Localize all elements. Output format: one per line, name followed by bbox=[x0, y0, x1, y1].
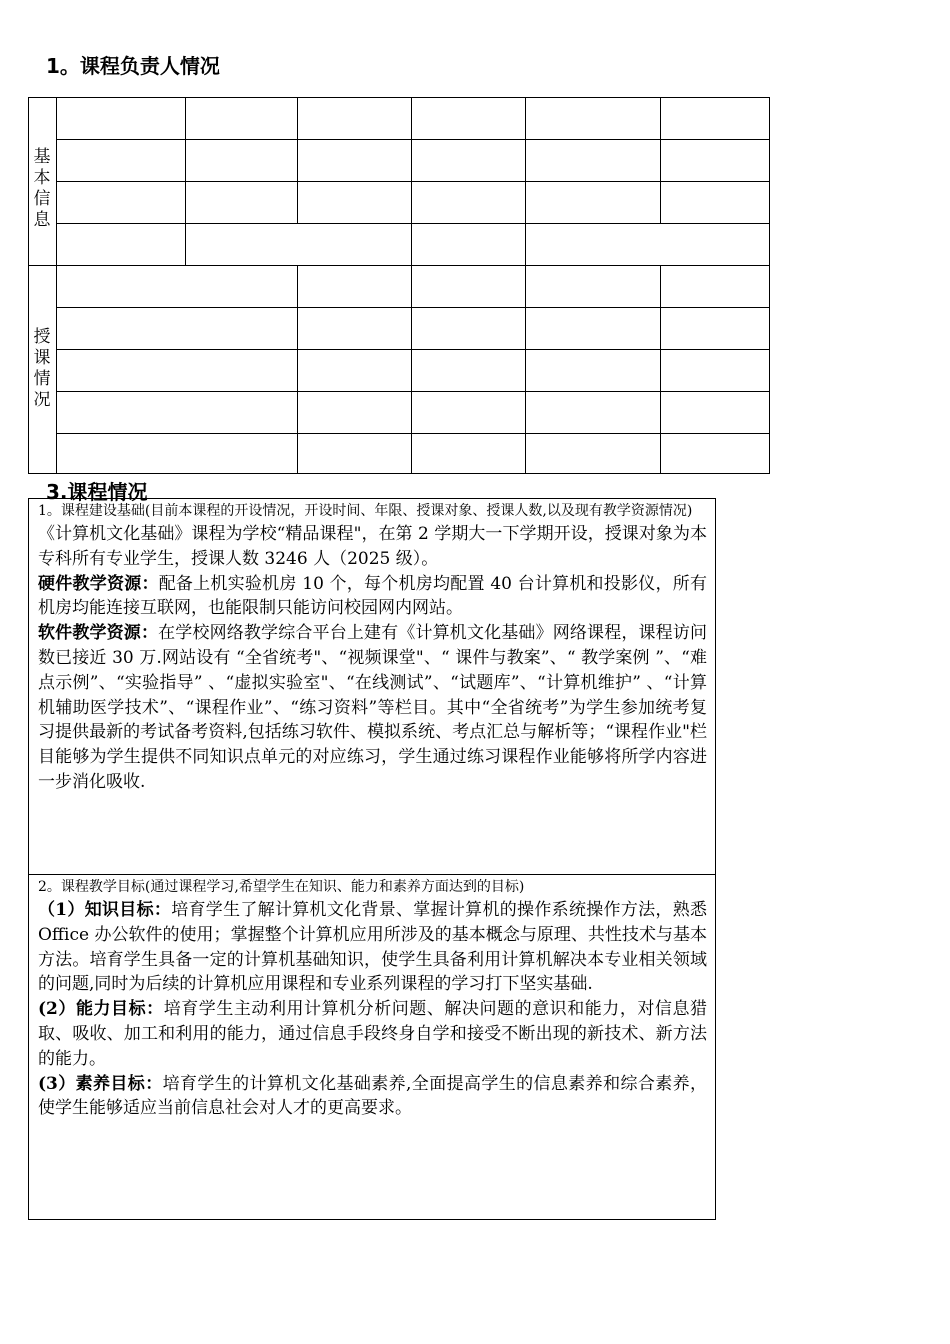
course-status-box bbox=[28, 498, 716, 1220]
literacy-text: 培育学生的计算机文化基础素养,全面提高学生的信息素养和综合素养，使学生能够适应当前信息社会对人才的更高要求。 bbox=[38, 1073, 708, 1119]
label-char: 况 bbox=[33, 390, 51, 410]
basic-info-label bbox=[28, 147, 56, 231]
literacy-paragraph bbox=[38, 1072, 707, 1122]
section-title-course-leader: 1。课程负责人情况 bbox=[46, 54, 220, 78]
course-basis-section bbox=[38, 501, 707, 795]
course-leader-table bbox=[28, 97, 770, 474]
literacy-label: (3）素养目标： bbox=[38, 1073, 163, 1094]
knowledge-label: （1）知识目标： bbox=[38, 900, 172, 920]
label-char: 基 bbox=[33, 147, 51, 167]
course-basis-intro: 《计算机文化基础》课程为学校“精品课程"，在第 2 学期大一下学期开设，授课对象为本专科所有专业学生，授课人数 3246 人（2025 级）。 bbox=[38, 524, 707, 569]
knowledge-paragraph bbox=[38, 898, 707, 997]
section-divider bbox=[29, 874, 715, 875]
ability-label: (2）能力目标： bbox=[38, 999, 164, 1020]
label-char: 授 bbox=[33, 327, 51, 347]
hardware-paragraph bbox=[38, 572, 707, 622]
course-basis-heading: 1。课程建设基础(目前本课程的开设情况，开设时间、年限、授课对象、授课人数,以及现有教学资源情况) bbox=[38, 503, 693, 519]
software-text: 在学校网络教学综合平台上建有《计算机文化基础》网络课程，课程访问数已接近 30 万.网站设有 “全省统考"、“视频课堂"、“ 课件与教案”、“ 教学案例 ”、“难点示例”、“实验指导” 、“虚拟实验室"、“在线测试”、“试题库”、“计算机维护” 、“计算机辅助医学技术”、“课程作业”、“练习资料”等栏目。其中“全省统考”为学生参加统考复习提供最新的考试备考资料,包括练习软件、模拟系统、考点汇总与解析等；“课程作业"栏目能够为学生提供不同知识点单元的对应练习，学生通过练习课程作业能够将所学内容进一步消化吸收. bbox=[38, 623, 708, 792]
teaching-goals-section bbox=[38, 877, 707, 1121]
ability-paragraph bbox=[38, 997, 707, 1071]
label-char: 本 bbox=[33, 168, 51, 188]
ability-text: 培育学生主动利用计算机分析问题、解决问题的意识和能力，对信息猎取、吸收、加工和利用的能力，通过信息手段终身自学和接受不断出现的新技术、新方法的能力。 bbox=[38, 999, 708, 1069]
label-char: 课 bbox=[33, 348, 51, 368]
software-paragraph bbox=[38, 621, 707, 795]
knowledge-text: 培育学生了解计算机文化背景、掌握计算机的操作系统操作方法，熟悉 Office 办公软件的使用；掌握整个计算机应用所涉及的基本概念与原理、共性技术与基本方法。培育学生具备一定的计算机基础知识，使学生具备利用计算机解决本专业相关领域的问题,同时为后续的计算机应用课程和专业系列课程的学习打下坚实基础. bbox=[38, 900, 707, 995]
teaching-goals-heading: 2。课程教学目标(通过课程学习,希望学生在知识、能力和素养方面达到的目标) bbox=[38, 879, 525, 895]
software-label: 软件教学资源： bbox=[38, 623, 159, 644]
hardware-text: 配备上机实验机房 10 个，每个机房均配置 40 台计算机和投影仪，所有机房均能连接互联网，也能限制只能访问校园网内网站。 bbox=[38, 573, 707, 619]
label-char: 信 bbox=[33, 189, 51, 209]
hardware-label: 硬件教学资源： bbox=[38, 573, 159, 594]
label-char: 息 bbox=[33, 210, 51, 230]
section-title-course-status: 3.课程情况 bbox=[46, 480, 148, 504]
teaching-label bbox=[28, 327, 56, 411]
label-char: 情 bbox=[33, 369, 51, 389]
